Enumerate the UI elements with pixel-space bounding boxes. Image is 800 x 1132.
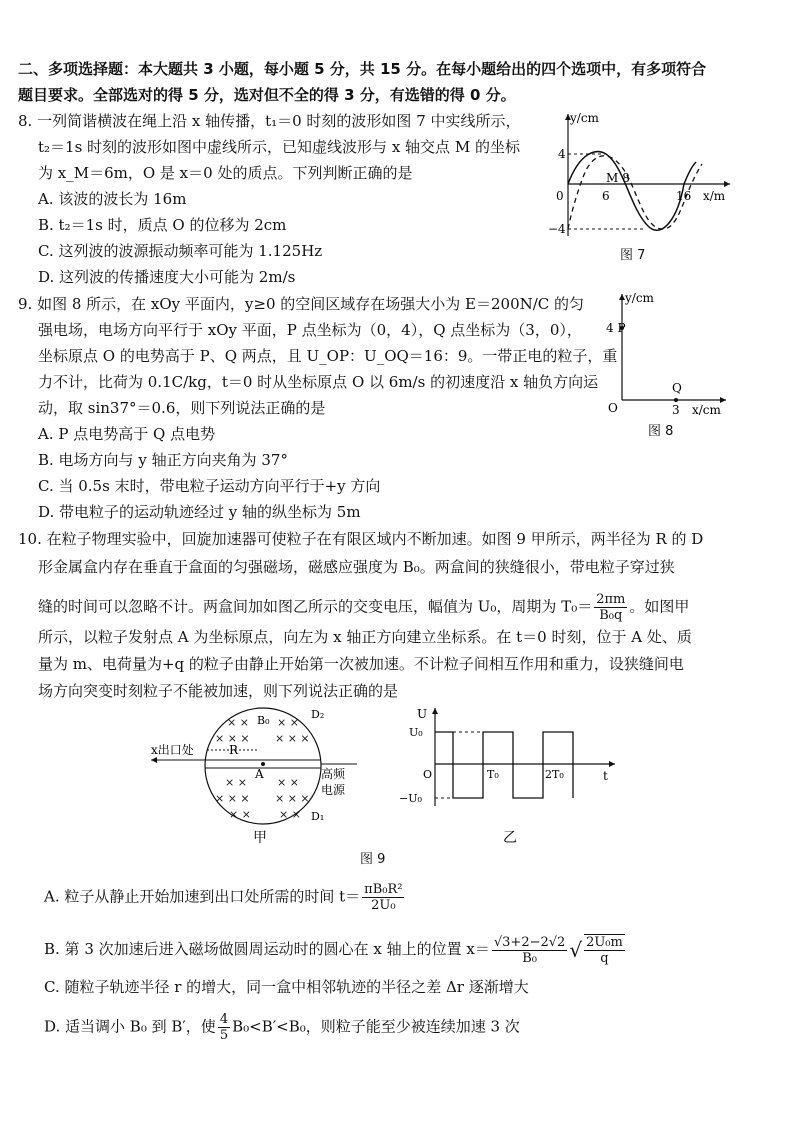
svg-text:× ×: × × [225, 776, 247, 789]
figure-8-coordinate-graph [600, 288, 730, 418]
q10-option-a: A. 粒子从静止开始加速到出口处所需的时间 t＝ $\frac{\text{πB₀R²}}{\text{2U₀}}$ [44, 882, 403, 913]
q8-stem-line2: t₂＝1s 时刻的波形如图中虚线所示，已知虚线波形与 x 轴交点 M 的坐标 [38, 138, 520, 156]
fig7-label-16: 16 [676, 189, 692, 203]
fig8-label-3: 3 [672, 403, 680, 417]
q9-stem-line2: 强电场，电场方向平行于 xOy 平面，P 点坐标为（0，4），Q 点坐标为（3，0）， [38, 321, 582, 339]
q8-option-c: C. 这列波的波源振动频率可能为 1.125Hz [38, 242, 323, 260]
svg-text:× ×: × × [277, 716, 299, 729]
svg-text:× ×: × × [227, 716, 249, 729]
fig9b-t-axis: t [603, 769, 608, 783]
q9-option-d: D. 带电粒子的运动轨迹经过 y 轴的纵坐标为 5m [38, 503, 361, 521]
fig9-B-label: B₀ [257, 714, 270, 727]
fig9-right-label: 乙 [503, 830, 517, 846]
figure-7-caption: 图 7 [620, 248, 646, 263]
q10-option-d: D. 适当调小 B₀ 到 B′，使 $\frac{4}{5}$ B₀<B′<B₀，则粒子能至少被连续加速 3 次 [44, 1012, 520, 1043]
svg-text:× × ×: × × × [275, 792, 310, 805]
q8-option-d: D. 这列波的传播速度大小可能为 2m/s [38, 268, 296, 286]
q9-stem-line4: 力不计，比荷为 0.1C/kg，t＝0 时从坐标原点 O 以 6m/s 的初速度沿 x 轴负方向运 [38, 373, 599, 391]
fig7-label-M8: M 8 [606, 171, 630, 185]
fig9b-U0: U₀ [409, 726, 423, 739]
fig7-label-6: 6 [602, 189, 610, 203]
q10-stem-line5: 量为 m、电荷量为+q 的粒子由静止开始第一次被加速。不计粒子间相互作用和重力，设狭缝间电 [38, 655, 684, 673]
fig9-D2-label: D₂ [311, 708, 325, 721]
fig7-label-4: 4 [558, 147, 566, 161]
q10-stem-line6: 场方向突变时刻粒子不能被加速，则下列说法正确的是 [38, 682, 399, 700]
q8-stem-line1: 8. 一列简谐横波在绳上沿 x 轴传播，t₁＝0 时刻的波形如图 7 中实线所示， [18, 112, 521, 130]
q9-stem-line3: 坐标原点 O 的电势高于 P、Q 两点，且 U_OP：U_OQ＝16：9。一带正电的粒子，重 [38, 347, 618, 365]
q8-option-b: B. t₂＝1s 时，质点 O 的位移为 2cm [38, 216, 287, 234]
fig8-ylabel: y/cm [625, 291, 654, 305]
fig8-xlabel: x/cm [692, 403, 721, 417]
fig9b-2T0: 2T₀ [545, 768, 564, 781]
fig8-origin: O [608, 401, 618, 415]
svg-text:× × ×: × × × [275, 732, 310, 745]
figure-8-caption: 图 8 [648, 424, 674, 439]
q9-option-a: A. P 点电势高于 Q 点电势 [38, 425, 216, 443]
figure-7-wave-graph [540, 108, 740, 248]
svg-text:× ×: × × [229, 808, 251, 821]
fig7-origin: 0 [556, 189, 564, 203]
section-heading-line2: 题目要求。全部选对的得 5 分，选对但不全的得 3 分，有选错的得 0 分。 [18, 86, 516, 104]
fig9b-U-axis: U [417, 707, 428, 721]
fig9b-T0: T₀ [487, 768, 499, 781]
q9-option-b: B. 电场方向与 y 轴正方向夹角为 37° [38, 451, 288, 469]
fig9b-negU0: −U₀ [399, 792, 422, 805]
q10-option-b: B. 第 3 次加速后进入磁场做圆周运动时的圆心在 x 轴上的位置 x＝ $\frac{√3+2-2√2}{\text{B₀}}$ √ $\frac{\text{2U₀m}}{q}$ [44, 934, 623, 966]
q10-stem-line4: 所示，以粒子发射点 A 为坐标原点，向左为 x 轴正方向建立坐标系。在 t＝0 时刻，位于 A 处、质 [38, 628, 692, 646]
q9-stem-line1: 9. 如图 8 所示，在 xOy 平面内，y≥0 的空间区域存在场强大小为 E＝200N/C 的匀 [18, 295, 585, 313]
fig7-ylabel: y/cm [570, 111, 599, 125]
q10-stem-line3: 缝的时间可以忽略不计。两盒间加如图乙所示的交变电压，幅值为 U₀，周期为 T₀＝ $\frac{2\pi m}{\text{B₀q}}$ 。如图甲 [38, 592, 690, 623]
fig9-source-label2: 电源 [321, 783, 346, 797]
figure-9-cyclotron [145, 702, 375, 852]
q8-stem-line3: 为 x_M＝6m，O 是 x＝0 处的质点。下列判断正确的是 [38, 164, 413, 182]
fig9-A-label: A [255, 767, 264, 781]
svg-text:× ×: × × [279, 808, 301, 821]
q9-stem-line5: 动，取 sin37°＝0.6，则下列说法正确的是 [38, 399, 326, 417]
svg-text:× × ×: × × × [215, 732, 250, 745]
figure-9-voltage-graph [395, 702, 625, 852]
section-heading-line1: 二、多项选择题：本大题共 3 小题，每小题 5 分，共 15 分。在每小题给出的四个选项中，有多项符合 [18, 60, 707, 78]
q10-option-c: C. 随粒子轨迹半径 r 的增大，同一盒中相邻轨迹的半径之差 Δr 逐渐增大 [44, 978, 529, 996]
q10-stem-line1: 10. 在粒子物理实验中，回旋加速器可使粒子在有限区域内不断加速。如图 9 甲所示，两半径为 R 的 D [18, 530, 704, 548]
q9-option-c: C. 当 0.5s 末时，带电粒子运动方向平行于+y 方向 [38, 477, 381, 495]
fig9-left-label: 甲 [253, 830, 267, 846]
fig9-exit-label: x出口处 [151, 743, 194, 757]
svg-text:× ×: × × [277, 776, 299, 789]
fig9-R-label: R [229, 743, 239, 757]
fig8-label-P: 4 P [606, 321, 626, 335]
figure-9-caption: 图 9 [360, 852, 386, 867]
fig8-label-Q: Q [672, 381, 682, 395]
fig9-D1-label: D₁ [311, 810, 325, 823]
fig9b-zero: O [423, 768, 433, 781]
q8-option-a: A. 该波的波长为 16m [38, 190, 187, 208]
fig9-source-label1: 高频 [321, 767, 346, 781]
q10-stem-line2: 形金属盒内存在垂直于盒面的匀强磁场，磁感应强度为 B₀。两盒间的狭缝很小，带电粒子穿过狭 [38, 558, 675, 576]
fig7-label-neg4: −4 [548, 222, 566, 236]
svg-text:× × ×: × × × [215, 792, 250, 805]
fig7-xlabel: x/m [703, 189, 726, 203]
